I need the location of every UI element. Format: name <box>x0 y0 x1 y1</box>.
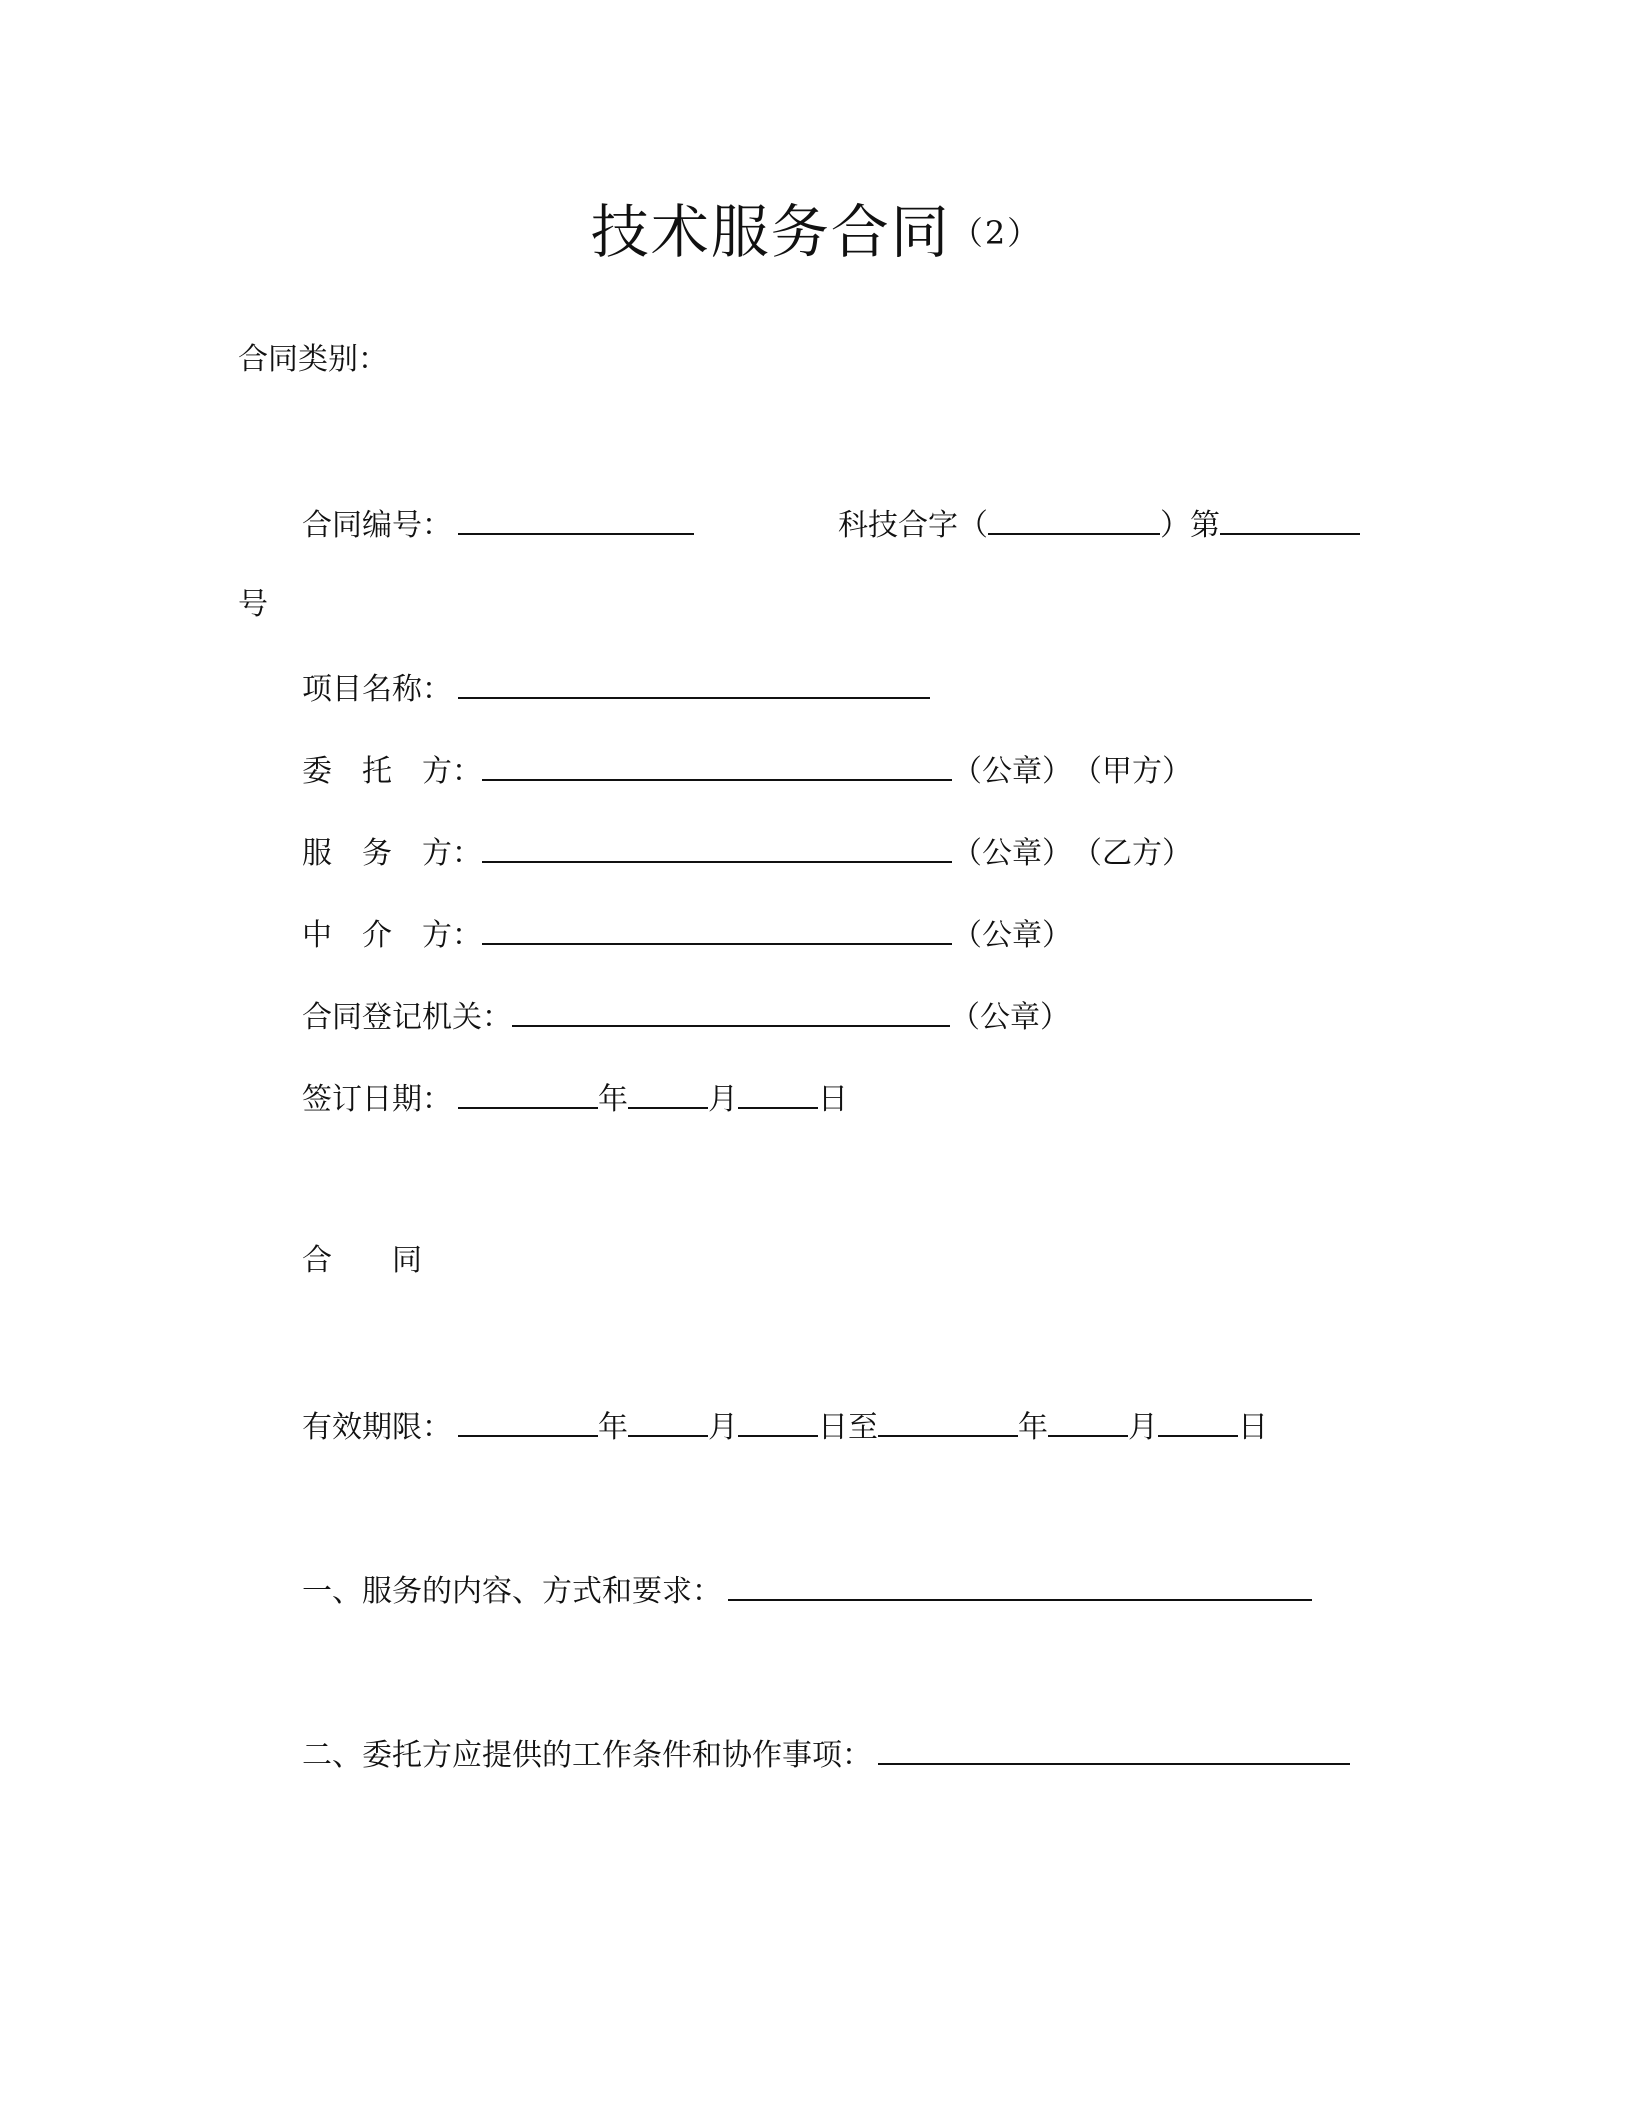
signing-date-line <box>302 1077 848 1120</box>
hao-suffix: 号 <box>238 587 268 622</box>
client-party: （甲方） <box>1072 754 1192 789</box>
validity-start-year-blank[interactable] <box>458 1405 598 1437</box>
hao-line <box>238 585 268 625</box>
clause-2-line <box>302 1733 1350 1776</box>
registry-label: 合同登记机关： <box>302 1000 512 1035</box>
client-seal: （公章） <box>952 754 1072 789</box>
validity-month2-unit: 月 <box>1128 1410 1158 1445</box>
signing-month-unit: 月 <box>708 1082 738 1117</box>
validity-year2-unit: 年 <box>1018 1410 1048 1445</box>
registry-seal: （公章） <box>950 1000 1070 1035</box>
contract-number-label: 合同编号： <box>302 508 452 543</box>
intermediary-line <box>302 913 1072 956</box>
validity-month-unit: 月 <box>708 1410 738 1445</box>
validity-start-day-blank[interactable] <box>738 1405 818 1437</box>
clause-2-blank[interactable] <box>878 1733 1350 1765</box>
validity-year-unit: 年 <box>598 1410 628 1445</box>
provider-party: （乙方） <box>1072 836 1192 871</box>
provider-label: 服 务 方： <box>302 836 482 871</box>
signing-year-blank[interactable] <box>458 1077 598 1109</box>
document-title <box>0 192 1632 273</box>
signing-day-unit: 日 <box>818 1082 848 1117</box>
validity-label: 有效期限： <box>302 1410 452 1445</box>
validity-day2-unit: 日 <box>1238 1410 1268 1445</box>
signing-day-blank[interactable] <box>738 1077 818 1109</box>
signing-month-blank[interactable] <box>628 1077 708 1109</box>
provider-blank[interactable] <box>482 831 952 863</box>
contract-category-label: 合同类别： <box>238 342 388 377</box>
clause-1-line <box>302 1569 1312 1612</box>
validity-end-year-blank[interactable] <box>878 1405 1018 1437</box>
clause-1-text: 一、服务的内容、方式和要求： <box>302 1574 722 1609</box>
registry-blank[interactable] <box>512 995 950 1027</box>
intermediary-seal: （公章） <box>952 918 1072 953</box>
title-suffix: （2） <box>950 214 1042 252</box>
registry-line <box>302 995 1070 1038</box>
contract-category-line <box>238 340 388 380</box>
validity-end-month-blank[interactable] <box>1048 1405 1128 1437</box>
validity-day-to: 日至 <box>818 1410 878 1445</box>
project-name-line <box>302 667 930 710</box>
project-name-blank[interactable] <box>458 667 930 699</box>
client-label: 委 托 方： <box>302 754 482 789</box>
tech-contract-di: ）第 <box>1160 508 1220 543</box>
tech-contract-number-line <box>838 503 1360 546</box>
client-blank[interactable] <box>482 749 952 781</box>
tech-contract-serial-blank[interactable] <box>1220 503 1360 535</box>
client-line <box>302 749 1192 792</box>
title-main: 技术服务合同 <box>590 198 951 266</box>
validity-end-day-blank[interactable] <box>1158 1405 1238 1437</box>
clause-1-blank[interactable] <box>728 1569 1312 1601</box>
clause-2-text: 二、委托方应提供的工作条件和协作事项： <box>302 1738 872 1773</box>
provider-line <box>302 831 1192 874</box>
validity-start-month-blank[interactable] <box>628 1405 708 1437</box>
signing-year-unit: 年 <box>598 1082 628 1117</box>
tech-contract-prefix: 科技合字（ <box>838 508 988 543</box>
contract-number-line <box>302 503 694 546</box>
contract-heading <box>302 1241 422 1281</box>
contract-heading-text: 合 同 <box>302 1243 422 1278</box>
project-name-label: 项目名称： <box>302 672 452 707</box>
signing-date-label: 签订日期： <box>302 1082 452 1117</box>
intermediary-label: 中 介 方： <box>302 918 482 953</box>
provider-seal: （公章） <box>952 836 1072 871</box>
contract-number-blank[interactable] <box>458 503 694 535</box>
validity-line <box>302 1405 1268 1448</box>
intermediary-blank[interactable] <box>482 913 952 945</box>
tech-contract-year-blank[interactable] <box>988 503 1160 535</box>
